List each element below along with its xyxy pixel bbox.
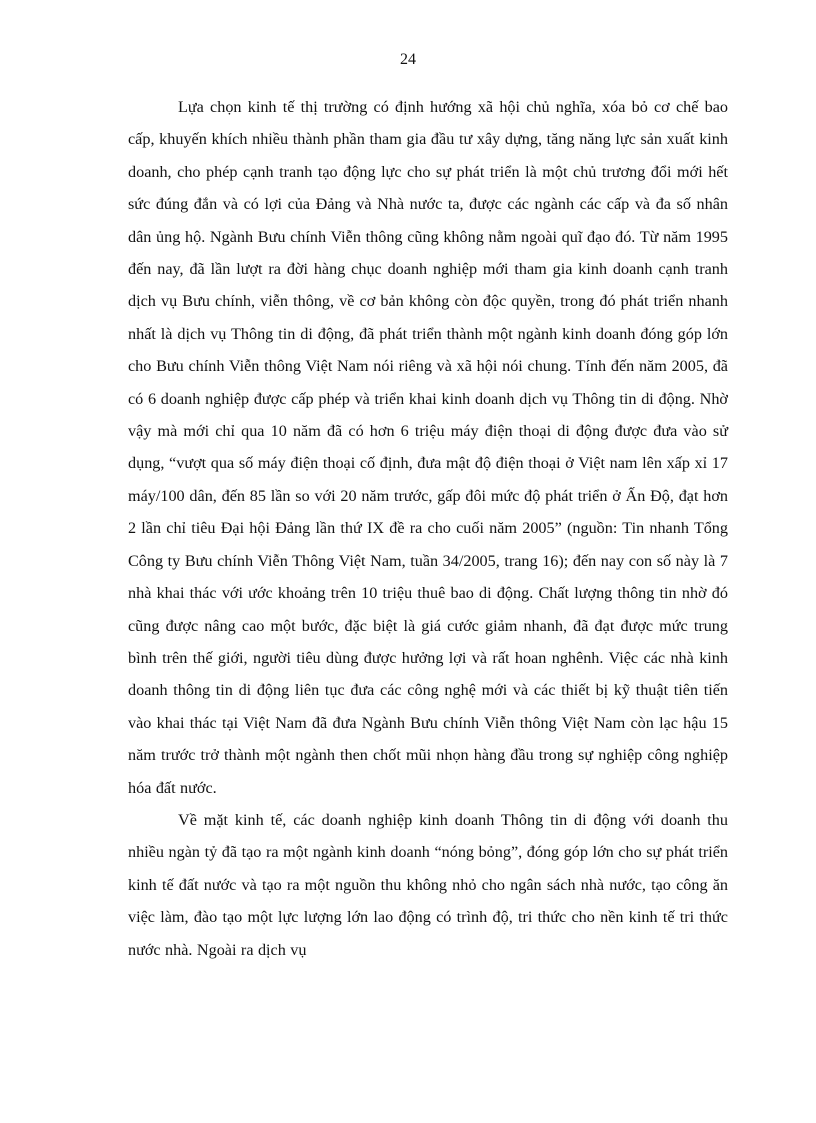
paragraph: Lựa chọn kinh tế thị trường có định hướng xã hội chủ nghĩa, xóa bỏ cơ chế bao cấp, khuyến khích nhiều thành phần tham gia đầu tư xây dựng, tăng năng lực sản xuất kinh doanh, cho phép cạnh tranh tạo động lực cho sự phát triển là một chủ trương đổi mới hết sức đúng đắn và có lợi của Đảng và Nhà nước ta, được các ngành các cấp và đa số nhân dân ủng hộ. Ngành Bưu chính Viễn thông cũng không nằm ngoài quĩ đạo đó. Từ năm 1995 đến nay, đã lần lượt ra đời hàng chục doanh nghiệp mới tham gia kinh doanh cạnh tranh dịch vụ Bưu chính, viễn thông, về cơ bản không còn độc quyền, trong đó phát triển nhanh nhất là dịch vụ Thông tin di động, đã phát triển thành một ngành kinh doanh đóng góp lớn cho Bưu chính Viễn thông Việt Nam nói riêng và xã hội nói chung. Tính đến năm 2005, đã có 6 doanh nghiệp được cấp phép và triển khai kinh doanh dịch vụ Thông tin di động. Nhờ vậy mà mới chỉ qua 10 năm đã có hơn 6 triệu máy điện thoại di động được đưa vào sử dụng, “vượt qua số máy điện thoại cố định, đưa mật độ điện thoại ở Việt nam lên xấp xỉ 17 máy/100 dân, đến 85 lần so với 20 năm trước, gấp đôi mức độ phát triển ở Ấn Độ, đạt hơn 2 lần chỉ tiêu Đại hội Đảng lần thứ IX đề ra cho cuối năm 2005” (nguồn: Tin nhanh Tổng Công ty Bưu chính Viễn Thông Việt Nam, tuần 34/2005, trang 16); đến nay con số này là 7 nhà khai thác với ước khoảng trên 10 triệu thuê bao di động. Chất lượng thông tin nhờ đó cũng được nâng cao một bước, đặc biệt là giá cước giảm nhanh, đã đạt được mức trung bình trên thế giới, người tiêu dùng được hưởng lợi và rất hoan nghênh. Việc các nhà kinh doanh thông tin di động liên tục đưa các công nghệ mới và các thiết bị kỹ thuật tiên tiến vào khai thác tại Việt Nam đã đưa Ngành Bưu chính Viễn thông Việt Nam còn lạc hậu 15 năm trước trở thành một ngành then chốt mũi nhọn hàng đầu trong sự nghiệp công nghiệp hóa đất nước. [128, 98, 728, 797]
page-number: 24 [400, 51, 416, 68]
document-body [128, 91, 728, 966]
paragraph: Về mặt kinh tế, các doanh nghiệp kinh doanh Thông tin di động với doanh thu nhiều ngàn tỷ đã tạo ra một ngành kinh doanh “nóng bỏng”, đóng góp lớn cho sự phát triển kinh tế đất nước và tạo ra một nguồn thu không nhỏ cho ngân sách nhà nước, tạo công ăn việc làm, đào tạo một lực lượng lớn lao động có trình độ, tri thức cho nền kinh tế tri thức nước nhà. Ngoài ra dịch vụ [128, 810, 728, 959]
